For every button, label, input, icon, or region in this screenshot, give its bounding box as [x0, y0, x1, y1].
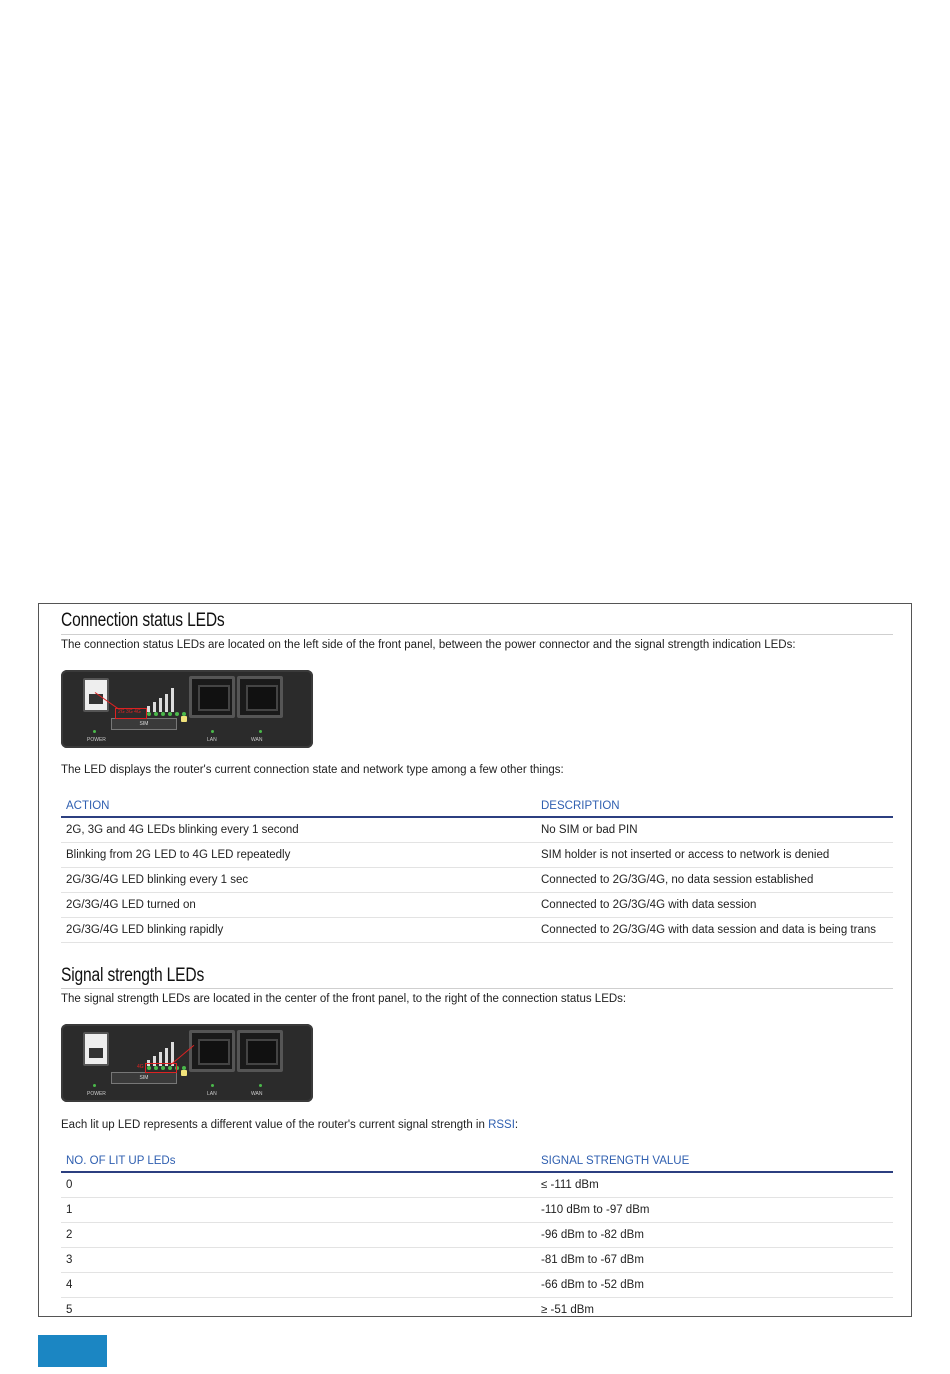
page-footer-accent: [38, 1335, 107, 1367]
table-row: [61, 1298, 893, 1318]
table-cell: Connected to 2G/3G/4G with data session and data is being trans: [536, 918, 893, 943]
router-front-panel-image: [61, 670, 313, 748]
table-row: [61, 893, 893, 918]
table-cell: ≥ -51 dBm: [536, 1298, 893, 1318]
table-cell: Blinking from 2G LED to 4G LED repeatedly: [61, 843, 536, 868]
table-row: [61, 1223, 893, 1248]
lan-label: LAN: [207, 737, 217, 743]
lan-led: [211, 730, 214, 733]
table-cell: 2G/3G/4G LED turned on: [61, 893, 536, 918]
sim-slot: SIM: [111, 718, 177, 730]
table-cell: 5: [61, 1298, 536, 1318]
table-header-row: [61, 792, 893, 817]
router-front-panel-image: [61, 1024, 313, 1102]
indicator-led: [181, 716, 187, 722]
section-description: The LED displays the router's current connection state and network type among a few other things:: [61, 764, 564, 776]
signal-bars: [147, 1038, 174, 1066]
column-header-led-count: NO. OF LIT UP LEDs: [61, 1147, 536, 1172]
section-intro: The connection status LEDs are located on the left side of the front panel, between the power connector and the signal strength indication LEDs:: [61, 639, 796, 651]
section-divider: [61, 988, 893, 989]
table-cell: 1: [61, 1198, 536, 1223]
section-description: [61, 1119, 518, 1131]
rssi-text-suffix: :: [514, 1119, 519, 1131]
wan-port: [237, 676, 283, 718]
connection-status-table: [61, 792, 893, 943]
table-header-row: [61, 1147, 893, 1172]
table-cell: ≤ -111 dBm: [536, 1172, 893, 1198]
wan-label: WAN: [251, 737, 263, 743]
column-header-signal-value: SIGNAL STRENGTH VALUE: [536, 1147, 893, 1172]
table-cell: 3: [61, 1248, 536, 1273]
table-cell: 0: [61, 1172, 536, 1198]
table-row: [61, 1248, 893, 1273]
table-cell: -81 dBm to -67 dBm: [536, 1248, 893, 1273]
table-cell: Connected to 2G/3G/4G with data session: [536, 893, 893, 918]
column-header-action: ACTION: [61, 792, 536, 817]
wan-led: [259, 1084, 262, 1087]
highlight-box: [145, 1063, 177, 1073]
lan-port: [189, 676, 235, 718]
table-row: [61, 843, 893, 868]
table-cell: 4: [61, 1273, 536, 1298]
table-cell: 2G, 3G and 4G LEDs blinking every 1 second: [61, 817, 536, 843]
signal-led-label: 4G: [137, 1064, 144, 1070]
indicator-led: [181, 1070, 187, 1076]
section-title-connection-status: Connection status LEDs: [61, 610, 225, 631]
table-cell: Connected to 2G/3G/4G, no data session established: [536, 868, 893, 893]
table-row: [61, 817, 893, 843]
wan-port: [237, 1030, 283, 1072]
section-divider: [61, 634, 893, 635]
table-cell: -96 dBm to -82 dBm: [536, 1223, 893, 1248]
table-cell: 2G/3G/4G LED blinking every 1 sec: [61, 868, 536, 893]
status-led-row: [147, 712, 186, 716]
table-row: [61, 1172, 893, 1198]
power-connector: [83, 678, 109, 712]
power-led: [93, 730, 96, 733]
rssi-text-prefix: Each lit up LED represents a different value of the router's current signal strength in: [61, 1119, 489, 1131]
table-cell: No SIM or bad PIN: [536, 817, 893, 843]
table-cell: 2: [61, 1223, 536, 1248]
table-cell: SIM holder is not inserted or access to network is denied: [536, 843, 893, 868]
lan-label: LAN: [207, 1091, 217, 1097]
section-intro: The signal strength LEDs are located in the center of the front panel, to the right of the connection status LEDs:: [61, 993, 627, 1005]
column-header-description: DESCRIPTION: [536, 792, 893, 817]
table-cell: -110 dBm to -97 dBm: [536, 1198, 893, 1223]
table-row: [61, 1198, 893, 1223]
wan-led: [259, 730, 262, 733]
table-row: [61, 1273, 893, 1298]
table-row: [61, 868, 893, 893]
table-cell: 2G/3G/4G LED blinking rapidly: [61, 918, 536, 943]
manual-excerpt: [38, 603, 912, 1317]
sim-slot: SIM: [111, 1072, 177, 1084]
power-led: [93, 1084, 96, 1087]
lan-port: [189, 1030, 235, 1072]
power-label: POWER: [87, 737, 106, 743]
table-cell: -66 dBm to -52 dBm: [536, 1273, 893, 1298]
lan-led: [211, 1084, 214, 1087]
table-row: [61, 918, 893, 943]
wan-label: WAN: [251, 1091, 263, 1097]
network-leds-label: 2G 3G 4G: [118, 709, 141, 715]
power-label: POWER: [87, 1091, 106, 1097]
signal-strength-table: [61, 1147, 893, 1317]
rssi-link[interactable]: RSSI: [488, 1119, 515, 1131]
power-connector: [83, 1032, 109, 1066]
section-title-signal-strength: Signal strength LEDs: [61, 965, 205, 986]
signal-bars: [147, 684, 174, 712]
